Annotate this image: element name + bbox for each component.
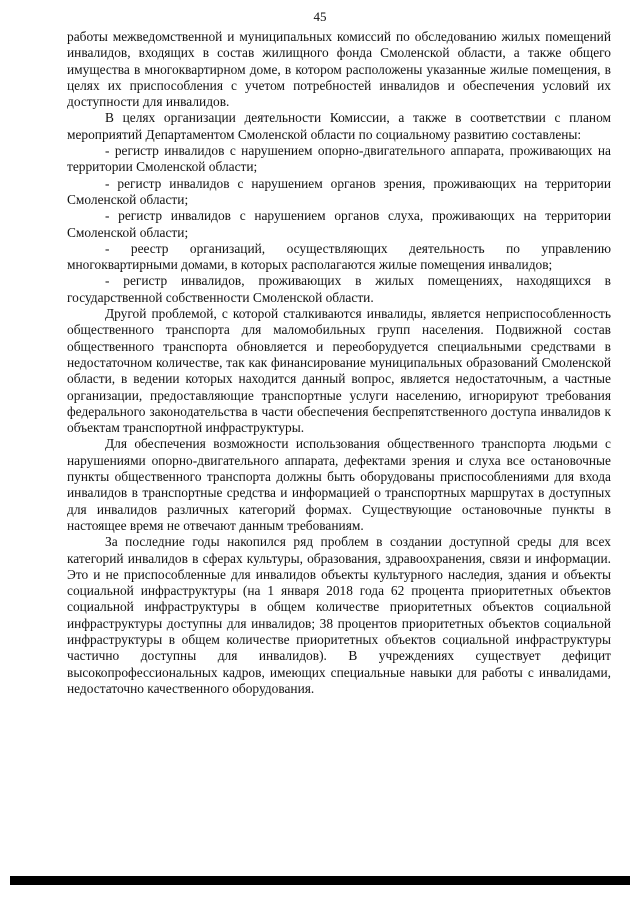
paragraph-transport-problem: Другой проблемой, с которой сталкиваются инвалиды, является неприспособленность общественного транспорта для маломобильных групп населения. Подвижной состав общественного транспорта обновляется и переоборудуется специальными средствами в недостаточном количестве, так как финансирование муниципальных образований Смоленской области, в ведении которых находится данный вопрос, является недостаточным, а частные организации, предоставляющие транспортные услуги населению, игнорируют требования федерального законодательства в части обеспечения беспрепятственного доступа инвалидов к объектам транспортной инфраструктуры. [67, 306, 611, 436]
paragraph-registers-intro: В целях организации деятельности Комиссии, а также в соответствии с планом мероприятий Департаментом Смоленской области по социальному развитию составлены: [67, 110, 611, 142]
scan-bottom-border [10, 876, 630, 885]
scan-bottom-margin [0, 885, 640, 905]
list-item-register-state-housing: - регистр инвалидов, проживающих в жилых помещениях, находящихся в государственной собственности Смоленской области. [67, 273, 611, 305]
paragraph-transport-stops: Для обеспечения возможности использования общественного транспорта людьми с нарушениями опорно-двигательного аппарата, дефектами зрения и слуха все остановочные пункты общественного транспорта должны быть оборудованы приспособлениями для входа инвалидов в транспортные средства и информацией о транспортных маршрутах в доступных для инвалидов различных категорий формах. Существующие остановочные пункты в настоящее время не отвечают данным требованиям. [67, 436, 611, 533]
paragraph-accessibility-problems: За последние годы накопился ряд проблем в создании доступной среды для всех категорий инвалидов в сферах культуры, образования, здравоохранения, связи и информации. Это и не приспособленные для инвалидов объекты культурного наследия, здания и объекты социальной инфраструктуры (на 1 января 2018 года 62 процента приоритетных объектов социальной инфраструктуры в общем количестве приоритетных объектов социальной инфраструктуры доступны для инвалидов; 38 процентов приоритетных объектов социальной инфраструктуры в общем количестве приоритетных объектов социальной инфраструктуры частично доступны для инвалидов). В учреждениях существует дефицит высокопрофессиональных кадров, имеющих специальные навыки для работы с инвалидами, недостаточно качественного оборудования. [67, 534, 611, 696]
list-item-registry-management-orgs: - реестр организаций, осуществляющих деятельность по управлению многоквартирными домами, в которых располагаются жилые помещения инвалидов; [67, 240, 611, 273]
list-item-register-musculoskeletal: - регистр инвалидов с нарушением опорно-двигательного аппарата, проживающих на территории Смоленской области; [67, 143, 611, 175]
list-item-register-vision: - регистр инвалидов с нарушением органов зрения, проживающих на территории Смоленской области; [67, 175, 611, 207]
paragraph-commission-work: работы межведомственной и муниципальных комиссий по обследованию жилых помещений инвалидов, входящих в состав жилищного фонда Смоленской области, а также общего имущества в многоквартирном доме, в котором расположены указанные жилые помещения, в целях их приспособления с учетом потребностей инвалидов и обеспечения условий их доступности для инвалидов. [67, 29, 611, 110]
page-number: 45 [313, 9, 327, 24]
list-item-register-hearing: - регистр инвалидов с нарушением органов слуха, проживающих на территории Смоленской области; [67, 208, 611, 240]
document-body [67, 29, 611, 697]
